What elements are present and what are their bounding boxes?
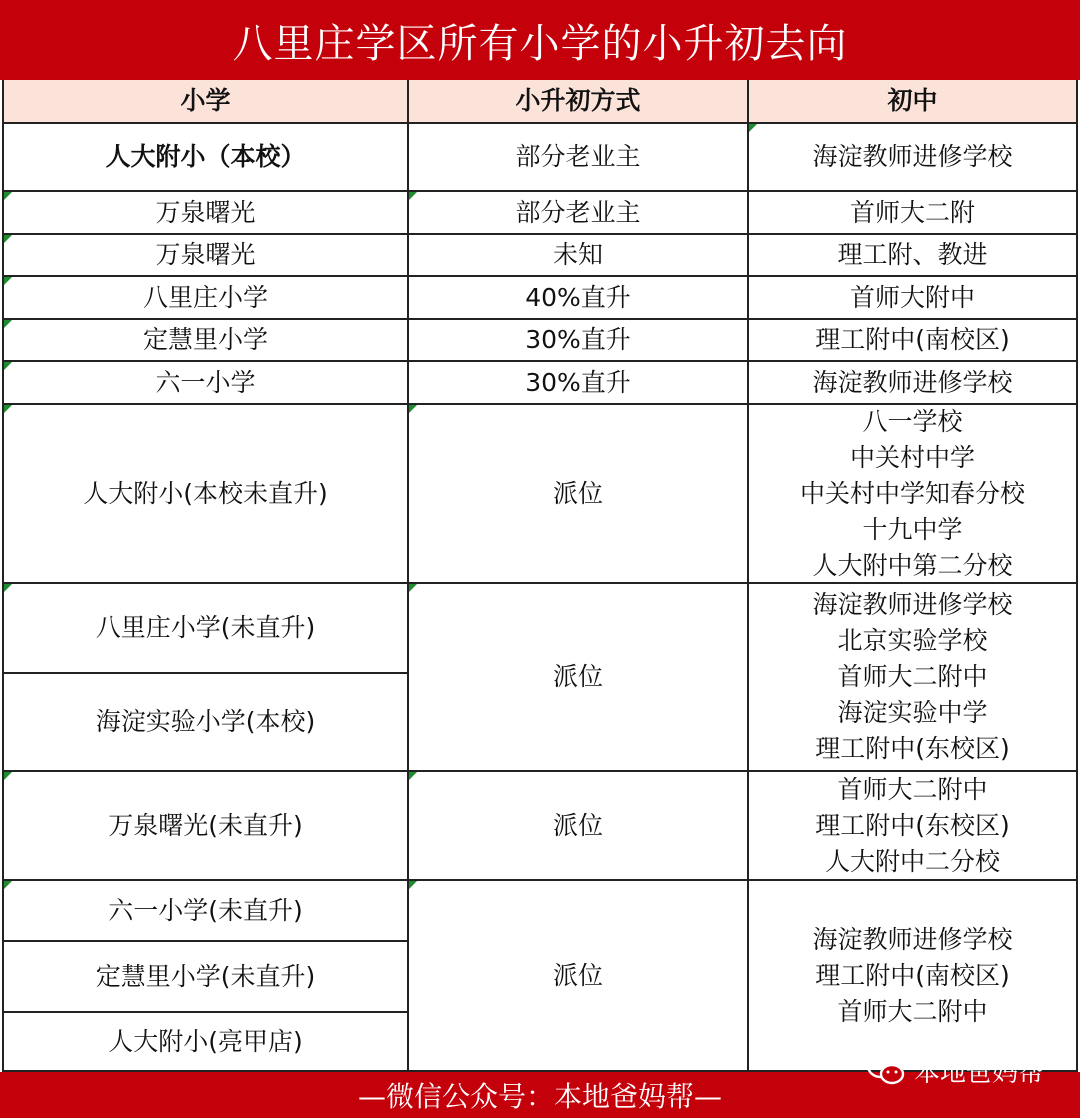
method-text: 派位 xyxy=(552,810,603,840)
table-cell-middle-school: 理工附、教进 xyxy=(749,235,1078,277)
table-cell-middle-school: 首师大附中 xyxy=(749,277,1078,320)
table-cell-middle-school: 首师大二附 xyxy=(749,192,1078,235)
school-name: 六一小学(未直升) xyxy=(108,895,303,925)
comment-marker xyxy=(409,405,417,413)
table-cell-method: 未知 xyxy=(409,235,749,277)
comment-marker xyxy=(409,772,417,780)
table-cell-school xyxy=(2,881,409,942)
middle-school-name: 人大附中二分校 xyxy=(824,846,1000,876)
table-cell-school xyxy=(2,584,409,674)
table-cell-method xyxy=(409,584,749,772)
comment-marker xyxy=(4,881,12,889)
school-name: 八里庄小学 xyxy=(142,282,268,312)
school-name: 万泉曙光 xyxy=(155,240,256,269)
comment-marker xyxy=(4,320,12,328)
comment-marker xyxy=(4,362,12,370)
middle-school-name: 首师大二附中 xyxy=(837,774,988,804)
comment-marker xyxy=(749,124,757,132)
method-text: 派位 xyxy=(552,662,603,691)
table-cell-method xyxy=(409,405,749,584)
middle-school-name: 理工附中(南校区) xyxy=(815,960,1010,990)
table-cell-school xyxy=(2,320,409,362)
middle-school-name: 人大附中第二分校 xyxy=(812,550,1013,580)
page-title: 八里庄学区所有小学的小升初去向 xyxy=(0,0,1080,80)
school-name: 八里庄小学(未直升) xyxy=(95,613,316,642)
middle-school-name: 理工附中(东校区) xyxy=(815,810,1010,840)
comment-marker xyxy=(4,235,12,243)
table-cell-method: 部分老业主 xyxy=(409,124,749,192)
school-name: 六一小学 xyxy=(155,367,256,397)
middle-school-name: 首师大二附中 xyxy=(837,996,988,1026)
table-cell-method: 30%直升 xyxy=(409,320,749,362)
table-cell-method: 40%直升 xyxy=(409,277,749,320)
middle-school-name: 海淀教师进修学校 xyxy=(812,924,1013,954)
middle-school-name: 中关村中学知春分校 xyxy=(799,478,1025,508)
table-cell-method xyxy=(409,881,749,1072)
table-cell-school xyxy=(2,277,409,320)
table-cell-method: 30%直升 xyxy=(409,362,749,405)
method-text: 派位 xyxy=(552,478,603,508)
table-cell-middle-school: 海淀教师进修学校 xyxy=(749,362,1078,405)
middle-school-name: 中关村中学 xyxy=(849,442,975,472)
comment-marker xyxy=(4,772,12,780)
column-header-middle-school: 初中 xyxy=(749,80,1078,124)
footer-banner: —微信公众号：本地爸妈帮— xyxy=(0,1072,1080,1118)
column-header-method: 小升初方式 xyxy=(409,80,749,124)
table-cell-school xyxy=(2,235,409,277)
comment-marker xyxy=(4,192,12,200)
table-cell-school xyxy=(2,405,409,584)
table-cell-method xyxy=(409,772,749,881)
middle-school-name: 八一学校 xyxy=(862,406,963,436)
middle-school-name: 海淀教师进修学校 xyxy=(812,590,1013,619)
comment-marker xyxy=(409,881,417,889)
table-cell-school: 定慧里小学(未直升) xyxy=(2,942,409,1013)
method-text: 派位 xyxy=(552,960,603,990)
table-cell-middle-school xyxy=(749,881,1078,1072)
table-cell-middle-school xyxy=(749,405,1078,584)
table-cell-middle-school xyxy=(749,124,1078,192)
school-name: 万泉曙光 xyxy=(155,197,256,227)
comment-marker xyxy=(4,584,12,592)
column-header-school: 小学 xyxy=(2,80,409,124)
table-cell-school xyxy=(2,192,409,235)
table-cell-school xyxy=(2,772,409,881)
table-cell-middle-school xyxy=(749,584,1078,772)
watermark-text: 本地爸妈帮 xyxy=(914,1057,1045,1088)
table-cell-school: 人大附小（本校） xyxy=(2,124,409,192)
middle-school-name: 北京实验学校 xyxy=(837,626,988,655)
school-name: 人大附小(本校未直升) xyxy=(83,478,328,508)
watermark xyxy=(866,1050,1044,1090)
school-name: 定慧里小学 xyxy=(142,325,268,354)
middle-school-name: 首师大二附中 xyxy=(837,662,988,691)
wechat-icon xyxy=(866,1053,906,1087)
table-cell-middle-school xyxy=(749,772,1078,881)
comment-marker xyxy=(4,405,12,413)
table-cell-middle-school: 理工附中(南校区) xyxy=(749,320,1078,362)
comment-marker xyxy=(4,277,12,285)
comment-marker xyxy=(409,192,417,200)
table-cell-school: 人大附小(亮甲店) xyxy=(2,1013,409,1072)
middle-school-name: 海淀实验中学 xyxy=(837,698,988,727)
table-cell-method xyxy=(409,192,749,235)
table-cell-school: 海淀实验小学(本校) xyxy=(2,674,409,772)
middle-school-name: 理工附中(东校区) xyxy=(815,734,1010,763)
middle-school-name: 十九中学 xyxy=(862,514,963,544)
schools-table xyxy=(2,80,1078,1072)
middle-school-name: 海淀教师进修学校 xyxy=(812,142,1013,171)
comment-marker xyxy=(409,584,417,592)
school-name: 万泉曙光(未直升) xyxy=(108,810,303,840)
method-text: 部分老业主 xyxy=(515,197,641,227)
table-cell-school xyxy=(2,362,409,405)
